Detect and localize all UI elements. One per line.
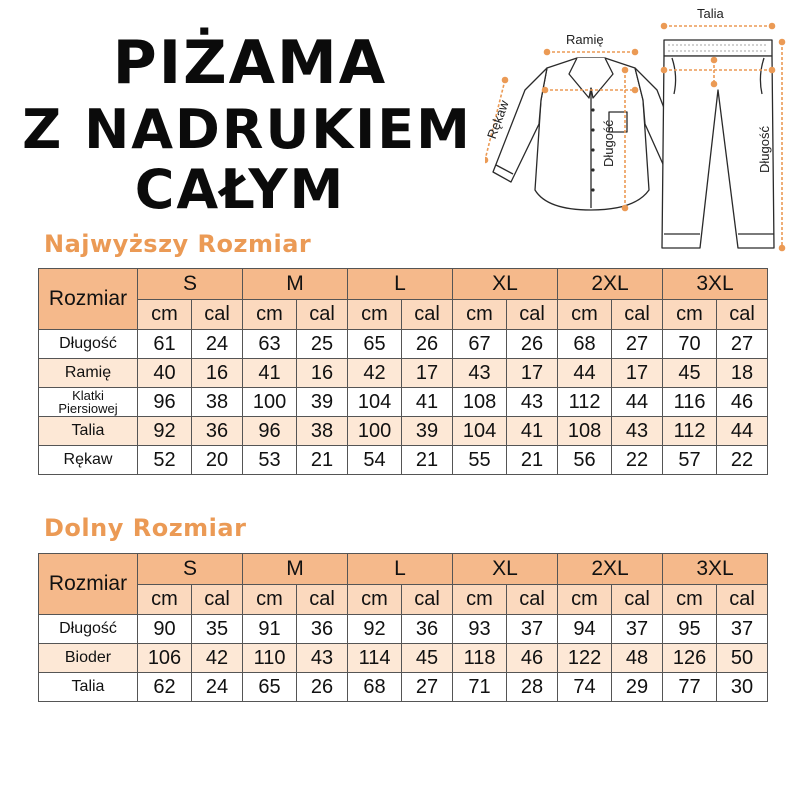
- top-row-label: [39, 388, 138, 417]
- bottom-cell: 36: [297, 615, 348, 644]
- top-cell: 57: [663, 446, 717, 475]
- bottom-table-row: [39, 673, 768, 702]
- bottom-size-3xl: 3XL: [663, 554, 768, 585]
- top-unit-cm: cm: [663, 300, 717, 330]
- bottom-cell: 95: [663, 615, 717, 644]
- top-unit-cm: cm: [453, 300, 507, 330]
- top-cell: 112: [663, 417, 717, 446]
- top-cell: 38: [192, 388, 243, 417]
- shirt-shoulder-label: Ramię: [566, 32, 604, 47]
- top-cell: 21: [297, 446, 348, 475]
- top-cell: 20: [192, 446, 243, 475]
- top-cell: 96: [243, 417, 297, 446]
- bottom-cell: 43: [297, 644, 348, 673]
- bottom-unit-cm: cm: [243, 585, 297, 615]
- pants-waist-label: Talia: [697, 6, 724, 21]
- top-cell: 16: [297, 359, 348, 388]
- top-table-row: [39, 388, 768, 417]
- bottom-unit-row: [39, 585, 768, 615]
- bottom-cell: 37: [612, 615, 663, 644]
- bottom-row-label: Talia: [39, 673, 138, 702]
- top-size-title: Najwyższy Rozmiar: [44, 230, 312, 258]
- bottom-cell: 68: [348, 673, 402, 702]
- shirt-length-label: Długość: [600, 120, 616, 167]
- top-table-row: [39, 359, 768, 388]
- bottom-cell: 122: [558, 644, 612, 673]
- top-cell: 22: [717, 446, 768, 475]
- bottom-cell: 91: [243, 615, 297, 644]
- top-cell: 17: [402, 359, 453, 388]
- top-size-3xl: 3XL: [663, 269, 768, 300]
- top-cell: 67: [453, 330, 507, 359]
- bottom-cell: 26: [297, 673, 348, 702]
- pants-waistband: [664, 40, 772, 56]
- top-cell: 108: [558, 417, 612, 446]
- top-cell: 55: [453, 446, 507, 475]
- top-cell: 61: [138, 330, 192, 359]
- top-cell: 39: [297, 388, 348, 417]
- title-line-1: PIŻAMA: [112, 28, 388, 98]
- top-cell: 63: [243, 330, 297, 359]
- top-unit-cal: cal: [297, 300, 348, 330]
- bottom-unit-cal: cal: [612, 585, 663, 615]
- top-cell: 52: [138, 446, 192, 475]
- top-cell: 18: [717, 359, 768, 388]
- top-cell: 44: [558, 359, 612, 388]
- bottom-size-xl: XL: [453, 554, 558, 585]
- top-size-l: L: [348, 269, 453, 300]
- top-size-2xl: 2XL: [558, 269, 663, 300]
- top-cell: 44: [612, 388, 663, 417]
- top-unit-cal: cal: [507, 300, 558, 330]
- top-size-s: S: [138, 269, 243, 300]
- bottom-cell: 65: [243, 673, 297, 702]
- bottom-cell: 126: [663, 644, 717, 673]
- bottom-cell: 90: [138, 615, 192, 644]
- top-cell: 112: [558, 388, 612, 417]
- bottom-cell: 42: [192, 644, 243, 673]
- top-unit-cm: cm: [348, 300, 402, 330]
- bottom-cell: 118: [453, 644, 507, 673]
- bottom-cell: 48: [612, 644, 663, 673]
- top-cell: 43: [612, 417, 663, 446]
- top-unit-cal: cal: [402, 300, 453, 330]
- bottom-rozmiar-header: Rozmiar: [39, 554, 138, 615]
- bottom-unit-cm: cm: [348, 585, 402, 615]
- bottom-cell: 37: [717, 615, 768, 644]
- title-line-2: Z NADRUKIEM: [22, 98, 472, 161]
- bottom-unit-cm: cm: [663, 585, 717, 615]
- top-cell: 70: [663, 330, 717, 359]
- bottom-cell: 74: [558, 673, 612, 702]
- bottom-cell: 106: [138, 644, 192, 673]
- bottom-cell: 114: [348, 644, 402, 673]
- top-cell: 17: [507, 359, 558, 388]
- top-table-row: [39, 330, 768, 359]
- bottom-unit-cm: cm: [138, 585, 192, 615]
- top-cell: 104: [348, 388, 402, 417]
- top-cell: 39: [402, 417, 453, 446]
- top-cell: 26: [507, 330, 558, 359]
- top-cell: 42: [348, 359, 402, 388]
- top-cell: 96: [138, 388, 192, 417]
- bottom-size-title: Dolny Rozmiar: [44, 514, 247, 542]
- bottom-cell: 94: [558, 615, 612, 644]
- top-size-xl: XL: [453, 269, 558, 300]
- top-cell: 68: [558, 330, 612, 359]
- top-cell: 65: [348, 330, 402, 359]
- top-cell: 21: [402, 446, 453, 475]
- top-cell: 44: [717, 417, 768, 446]
- bottom-cell: 50: [717, 644, 768, 673]
- top-row-label: Długość: [39, 330, 138, 359]
- bottom-cell: 35: [192, 615, 243, 644]
- bottom-cell: 27: [402, 673, 453, 702]
- bottom-table-row: [39, 644, 768, 673]
- top-cell: 17: [612, 359, 663, 388]
- top-cell: 41: [507, 417, 558, 446]
- top-cell: 40: [138, 359, 192, 388]
- shirt-sleeve-label: Rękaw: [484, 98, 512, 141]
- bottom-row-label: Długość: [39, 615, 138, 644]
- bottom-cell: 46: [507, 644, 558, 673]
- bottom-cell: 45: [402, 644, 453, 673]
- bottom-table-row: [39, 615, 768, 644]
- bottom-cell: 92: [348, 615, 402, 644]
- top-cell: 26: [402, 330, 453, 359]
- top-cell: 45: [663, 359, 717, 388]
- bottom-size-table: [38, 553, 768, 702]
- top-rozmiar-header: Rozmiar: [39, 269, 138, 330]
- bottom-size-m: M: [243, 554, 348, 585]
- top-row-label: Ramię: [39, 359, 138, 388]
- top-row-label: Rękaw: [39, 446, 138, 475]
- top-cell: 38: [297, 417, 348, 446]
- bottom-size-header-row: [39, 554, 768, 585]
- top-unit-cal: cal: [717, 300, 768, 330]
- top-row-label: Talia: [39, 417, 138, 446]
- top-cell: 53: [243, 446, 297, 475]
- bottom-size-l: L: [348, 554, 453, 585]
- bottom-unit-cal: cal: [507, 585, 558, 615]
- title-line-3: CAŁYM: [134, 158, 346, 221]
- bottom-cell: 36: [402, 615, 453, 644]
- top-cell: 108: [453, 388, 507, 417]
- top-cell: 36: [192, 417, 243, 446]
- top-cell: 43: [453, 359, 507, 388]
- top-unit-row: [39, 300, 768, 330]
- top-unit-cal: cal: [192, 300, 243, 330]
- bottom-size-2xl: 2XL: [558, 554, 663, 585]
- top-unit-cm: cm: [138, 300, 192, 330]
- top-cell: 92: [138, 417, 192, 446]
- bottom-cell: 29: [612, 673, 663, 702]
- top-cell: 54: [348, 446, 402, 475]
- bottom-unit-cal: cal: [717, 585, 768, 615]
- top-cell: 16: [192, 359, 243, 388]
- bottom-unit-cm: cm: [453, 585, 507, 615]
- top-cell: 56: [558, 446, 612, 475]
- bottom-cell: 37: [507, 615, 558, 644]
- top-cell: 41: [243, 359, 297, 388]
- bottom-cell: 71: [453, 673, 507, 702]
- pants-length-label: Długość: [756, 126, 772, 173]
- top-unit-cal: cal: [612, 300, 663, 330]
- top-cell: 25: [297, 330, 348, 359]
- bottom-cell: 62: [138, 673, 192, 702]
- top-cell: 27: [612, 330, 663, 359]
- bottom-row-label: Bioder: [39, 644, 138, 673]
- top-cell: 22: [612, 446, 663, 475]
- top-table-row: [39, 417, 768, 446]
- bottom-cell: 77: [663, 673, 717, 702]
- top-cell: 43: [507, 388, 558, 417]
- top-size-m: M: [243, 269, 348, 300]
- top-cell: 46: [717, 388, 768, 417]
- top-cell: 41: [402, 388, 453, 417]
- top-cell: 27: [717, 330, 768, 359]
- top-row-label-line2: Piersiowej: [58, 401, 118, 416]
- top-cell: 104: [453, 417, 507, 446]
- top-cell: 21: [507, 446, 558, 475]
- bottom-cell: 30: [717, 673, 768, 702]
- bottom-unit-cal: cal: [192, 585, 243, 615]
- top-cell: 100: [348, 417, 402, 446]
- top-row-label-line1: Klatki: [72, 388, 104, 403]
- top-cell: 116: [663, 388, 717, 417]
- bottom-unit-cal: cal: [297, 585, 348, 615]
- bottom-unit-cal: cal: [402, 585, 453, 615]
- top-unit-cm: cm: [558, 300, 612, 330]
- top-table-row: [39, 446, 768, 475]
- top-unit-cm: cm: [243, 300, 297, 330]
- top-size-header-row: [39, 269, 768, 300]
- bottom-cell: 93: [453, 615, 507, 644]
- bottom-cell: 28: [507, 673, 558, 702]
- bottom-size-s: S: [138, 554, 243, 585]
- top-size-table: [38, 268, 768, 475]
- bottom-cell: 110: [243, 644, 297, 673]
- bottom-cell: 24: [192, 673, 243, 702]
- bottom-unit-cm: cm: [558, 585, 612, 615]
- top-cell: 24: [192, 330, 243, 359]
- top-cell: 100: [243, 388, 297, 417]
